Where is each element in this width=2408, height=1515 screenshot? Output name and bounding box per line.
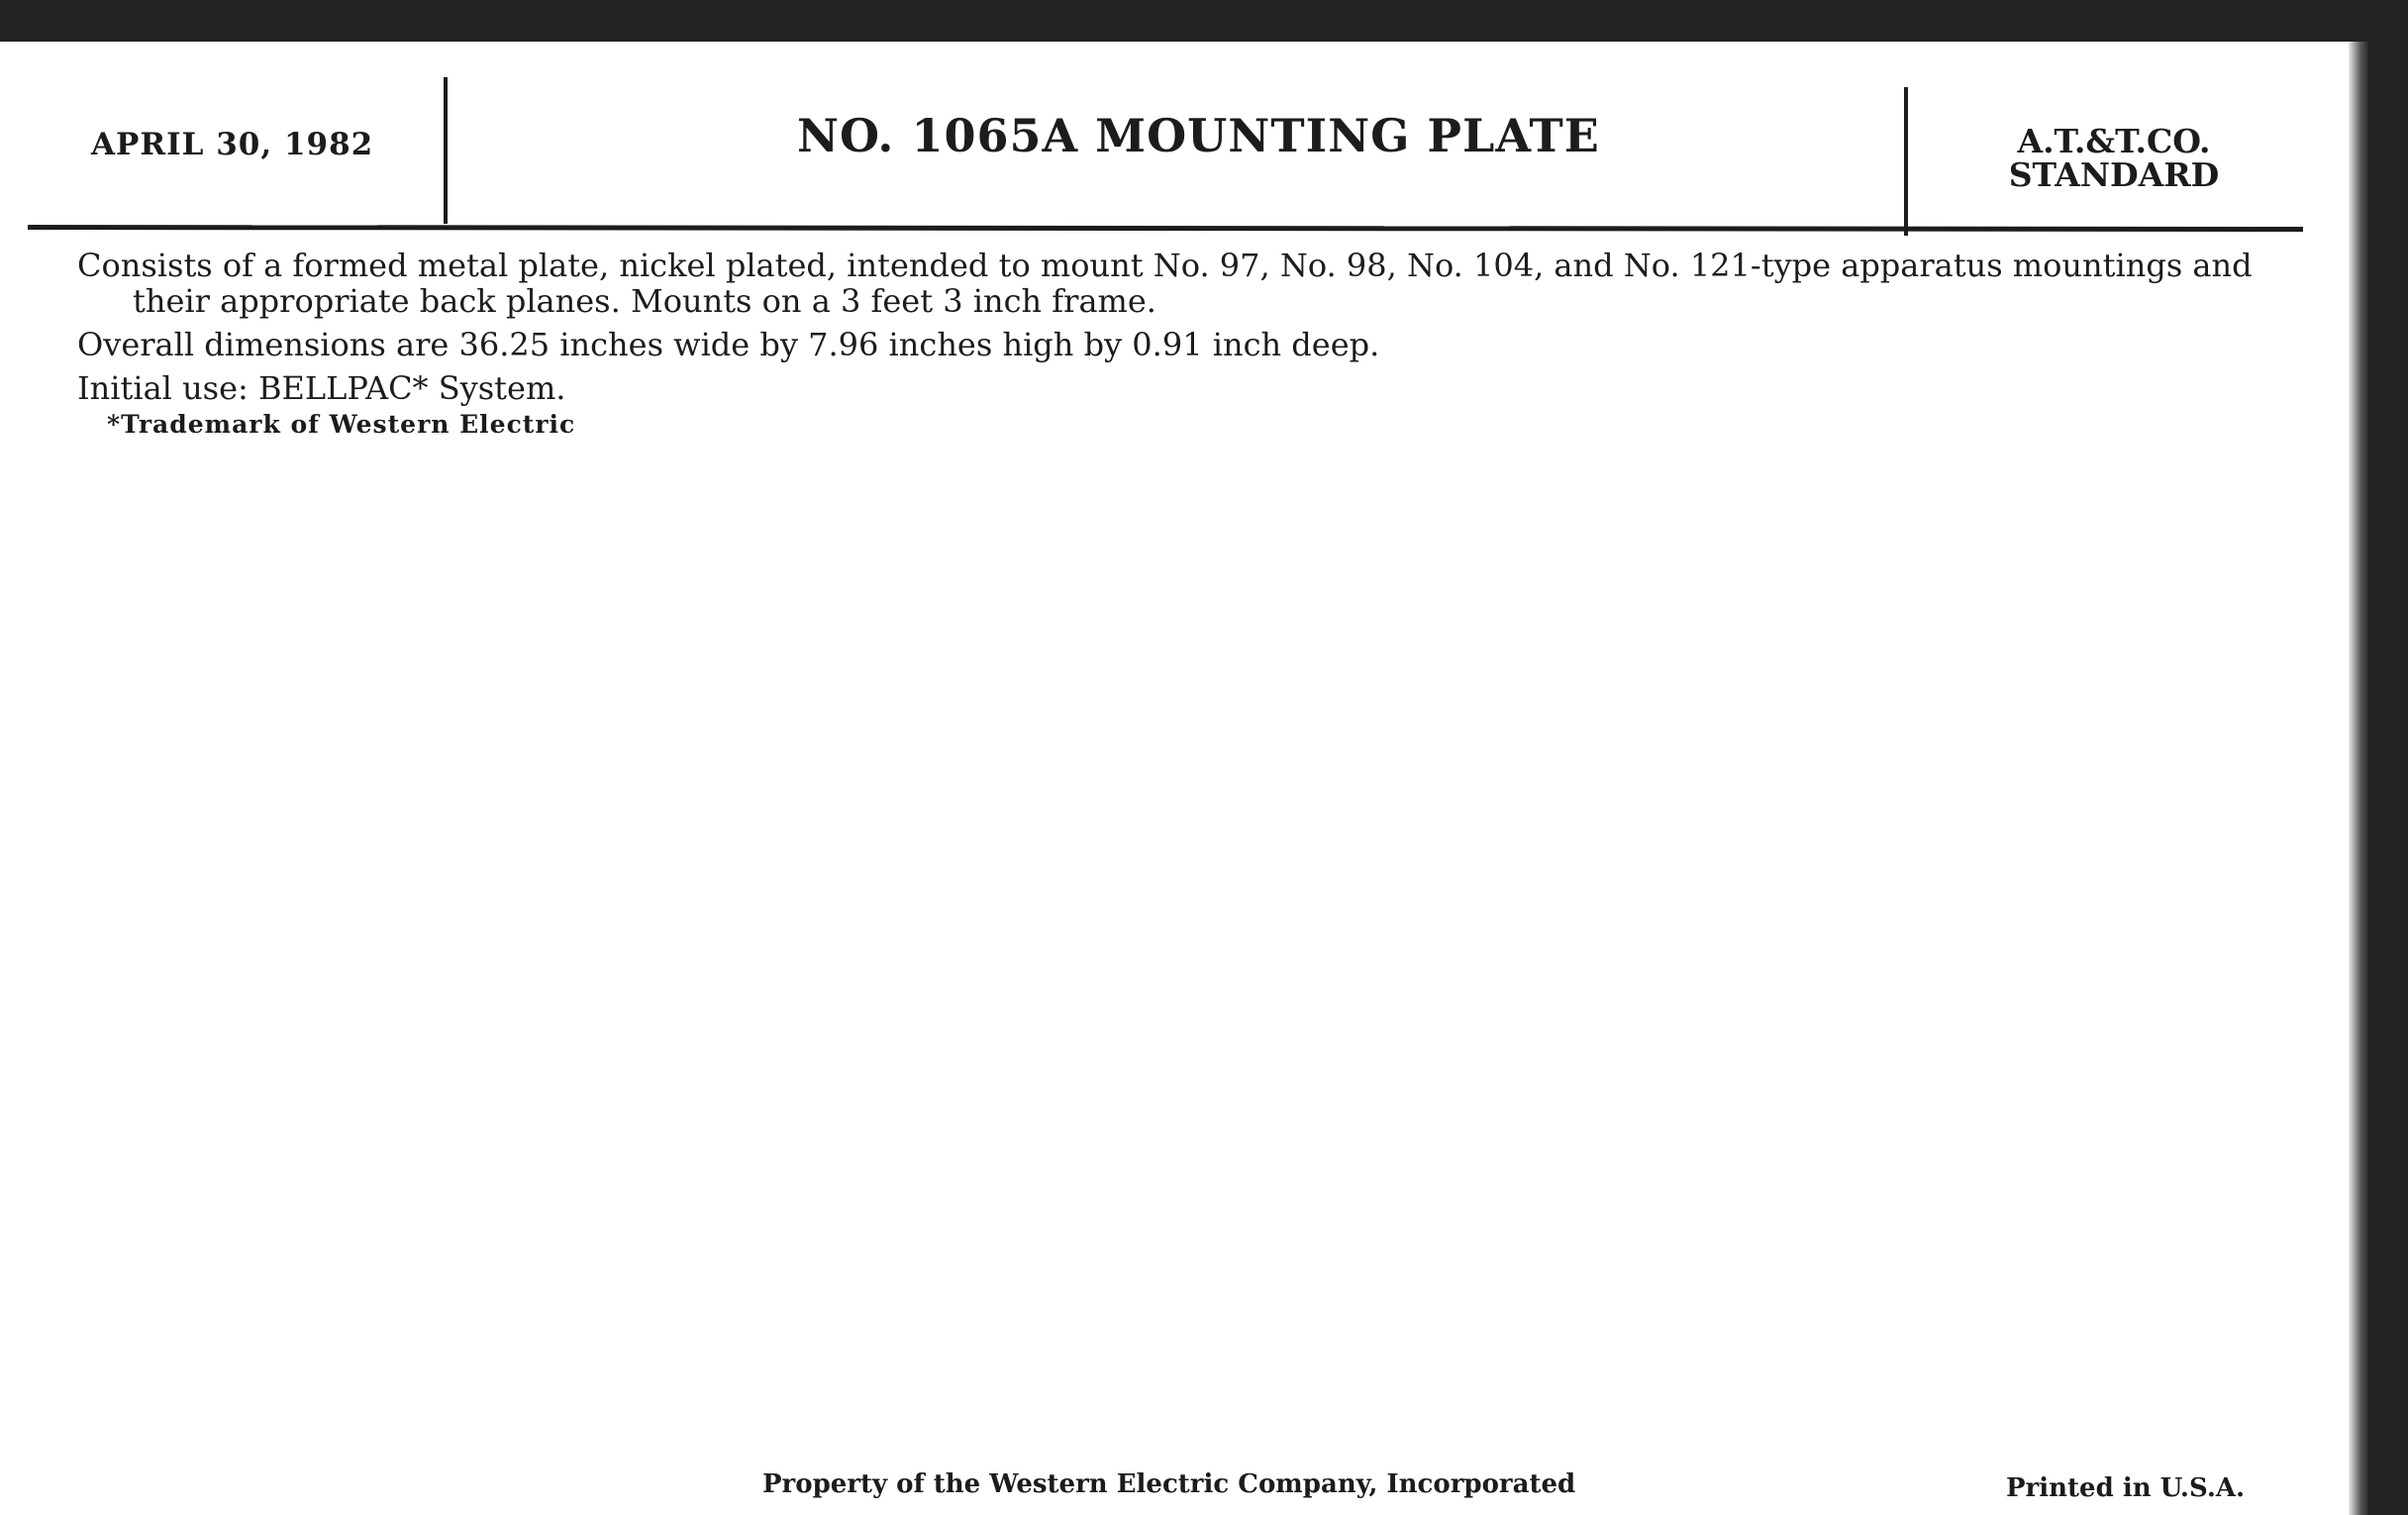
printed-in-notice: Printed in U.S.A.: [2006, 1473, 2246, 1503]
standard-label: [1990, 122, 2238, 194]
standard-label-line2: STANDARD: [2008, 155, 2220, 194]
dimensions-paragraph: Overall dimensions are 36.25 inches wide by 7.96 inches high by 0.91 inch deep.: [77, 326, 1380, 363]
header-divider-left: [444, 77, 448, 224]
document-body: [77, 248, 2295, 414]
initial-use-paragraph: Initial use: BELLPAC* System.: [77, 369, 566, 407]
card-edge-shadow: [2349, 42, 2368, 1515]
document-title: NO. 1065A MOUNTING PLATE: [797, 109, 1600, 162]
standard-label-line1: A.T.&T.CO.: [2017, 122, 2211, 160]
header-date: APRIL 30, 1982: [91, 127, 374, 162]
header-divider-right: [1904, 87, 1908, 236]
property-notice: Property of the Western Electric Company, Incorporated: [762, 1469, 1576, 1499]
description-paragraph: Consists of a formed metal plate, nickel plated, intended to mount No. 97, No. 98, No. 104, and No. 121-type apparatus mountings and their appropriate back planes. Mounts on a 3 feet 3 inch frame.: [77, 247, 2253, 320]
trademark-footnote: *Trademark of Western Electric: [107, 410, 576, 439]
